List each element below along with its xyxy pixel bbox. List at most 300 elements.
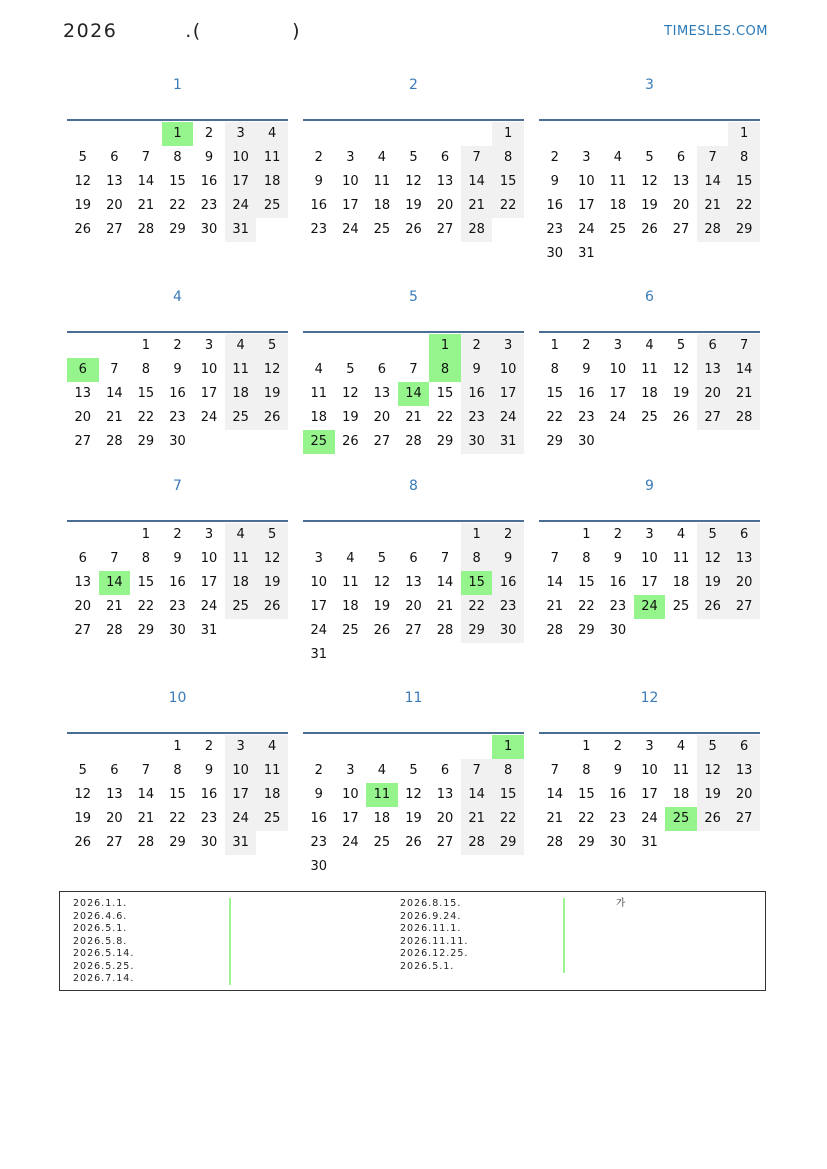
- week-row: [539, 831, 760, 855]
- day-cell: 26: [697, 807, 729, 831]
- legend-column-2: [400, 898, 468, 973]
- day-cell: 22: [728, 194, 760, 218]
- empty-cell: [728, 430, 760, 454]
- day-cell: 11: [342, 575, 359, 590]
- day-cell: 6: [409, 551, 418, 566]
- day-cell: 1: [461, 523, 493, 547]
- day-cell: 16: [609, 575, 627, 590]
- day-cell: 29: [578, 835, 595, 850]
- empty-cell: [602, 430, 634, 454]
- legend-date: 2026.1.1.: [73, 898, 128, 909]
- day-cell: 27: [74, 623, 92, 638]
- legend-date: 2026.5.25.: [73, 960, 135, 972]
- month-6: [539, 286, 760, 454]
- day-cell: 4: [256, 735, 288, 759]
- day-cell: 28: [436, 623, 454, 638]
- month-days: [303, 122, 524, 242]
- day-cell: 30: [200, 835, 218, 850]
- empty-cell: [665, 831, 697, 855]
- day-cell: 31: [225, 218, 257, 242]
- day-cell: 2: [314, 763, 323, 778]
- day-cell: 21: [405, 410, 422, 425]
- week-row: [303, 571, 524, 595]
- day-cell: 11: [672, 763, 690, 778]
- day-cell: 19: [256, 571, 288, 595]
- day-cell: 9: [550, 174, 559, 189]
- week-row: [303, 855, 524, 879]
- day-cell: 21: [436, 599, 454, 614]
- empty-cell: [335, 855, 367, 879]
- day-cell: 20: [373, 410, 391, 425]
- day-cell: 4: [676, 527, 686, 542]
- month-days: [539, 735, 760, 855]
- day-cell: 5: [645, 150, 654, 165]
- month-title: 3: [645, 77, 654, 93]
- week-row: [67, 619, 288, 643]
- empty-cell: [256, 218, 288, 242]
- day-cell: 30: [200, 222, 218, 237]
- legend-date: 2026.11.1.: [400, 923, 462, 934]
- day-cell: 13: [436, 174, 454, 189]
- day-cell: 22: [461, 595, 493, 619]
- day-cell: 4: [346, 551, 355, 566]
- week-row: [539, 122, 760, 146]
- legend-date: 2026.8.15.: [400, 898, 462, 909]
- legend-note: 가: [616, 898, 627, 909]
- day-cell: 24: [342, 835, 359, 850]
- day-cell: 12: [697, 547, 729, 571]
- day-cell: 28: [461, 831, 493, 855]
- day-cell: 23: [461, 406, 493, 430]
- day-cell: 28: [137, 222, 155, 237]
- day-cell: 15: [137, 575, 155, 590]
- week-row: [67, 783, 288, 807]
- week-row: [539, 170, 760, 194]
- week-row: [539, 194, 760, 218]
- day-cell: 11: [672, 551, 690, 566]
- day-cell: 12: [256, 547, 288, 571]
- day-cell: 3: [204, 338, 214, 353]
- day-cell: 11: [256, 146, 288, 170]
- day-cell: 14: [728, 358, 760, 382]
- day-cell: 29: [578, 623, 595, 638]
- week-row: [67, 218, 288, 242]
- month-days: [303, 735, 524, 879]
- day-cell: 7: [110, 362, 119, 377]
- empty-cell: [461, 643, 493, 667]
- day-cell: 3: [645, 527, 654, 542]
- empty-cell: [303, 523, 335, 547]
- week-row: [303, 406, 524, 430]
- day-cell: 26: [641, 222, 658, 237]
- day-cell: 22: [137, 599, 155, 614]
- day-cell: 30: [461, 430, 493, 454]
- day-cell: 27: [672, 222, 690, 237]
- empty-cell: [335, 334, 367, 358]
- empty-cell: [366, 334, 398, 358]
- month-3: [539, 74, 760, 266]
- day-cell: 6: [697, 334, 729, 358]
- empty-cell: [571, 122, 603, 146]
- empty-cell: [398, 735, 430, 759]
- empty-cell: [665, 619, 697, 643]
- day-cell: 11: [225, 547, 257, 571]
- day-cell: 6: [110, 763, 119, 778]
- day-cell: 25: [303, 430, 335, 454]
- day-cell: 29: [137, 434, 155, 449]
- day-cell: 18: [225, 382, 257, 406]
- day-cell: 21: [106, 410, 123, 425]
- day-cell: 10: [225, 759, 257, 783]
- day-cell: 18: [342, 599, 359, 614]
- month-days: [67, 735, 288, 855]
- day-cell: 1: [173, 739, 182, 754]
- month-1: [67, 74, 288, 242]
- day-cell: 7: [141, 150, 151, 165]
- day-cell: 16: [169, 386, 186, 401]
- day-cell: 17: [225, 170, 257, 194]
- legend-column-1: [73, 898, 134, 986]
- day-cell: 6: [440, 150, 450, 165]
- day-cell: 5: [697, 523, 729, 547]
- month-title: 8: [409, 478, 418, 494]
- day-cell: 31: [310, 647, 328, 662]
- day-cell: 19: [405, 198, 422, 213]
- empty-cell: [130, 735, 162, 759]
- day-cell: 29: [546, 434, 564, 449]
- day-cell: 13: [74, 575, 92, 590]
- empty-cell: [256, 619, 288, 643]
- day-cell: 25: [641, 410, 658, 425]
- day-cell: 18: [641, 386, 658, 401]
- day-cell: 30: [609, 623, 627, 638]
- week-row: [67, 122, 288, 146]
- day-cell: 13: [672, 174, 690, 189]
- day-cell: 5: [697, 735, 729, 759]
- empty-cell: [634, 430, 666, 454]
- week-row: [67, 194, 288, 218]
- day-cell: 4: [676, 739, 686, 754]
- day-cell: 30: [578, 434, 595, 449]
- month-rule: [67, 732, 288, 734]
- empty-cell: [67, 523, 99, 547]
- empty-cell: [665, 430, 697, 454]
- day-cell: 29: [461, 619, 493, 643]
- day-cell: 22: [492, 807, 524, 831]
- day-cell: 30: [169, 623, 186, 638]
- day-cell: 3: [645, 739, 654, 754]
- day-cell: 5: [78, 763, 87, 778]
- day-cell: 25: [672, 599, 690, 614]
- empty-cell: [67, 122, 99, 146]
- day-cell: 8: [141, 551, 151, 566]
- week-row: [539, 759, 760, 783]
- empty-cell: [335, 735, 367, 759]
- empty-cell: [335, 122, 367, 146]
- empty-cell: [697, 831, 729, 855]
- day-cell: 13: [106, 787, 123, 802]
- day-cell: 7: [728, 334, 760, 358]
- empty-cell: [398, 523, 430, 547]
- day-cell: 30: [546, 246, 564, 261]
- day-cell: 1: [492, 735, 524, 759]
- day-cell: 23: [546, 222, 564, 237]
- day-cell: 12: [672, 362, 690, 377]
- empty-cell: [429, 735, 461, 759]
- day-cell: 9: [582, 362, 591, 377]
- empty-cell: [728, 242, 760, 266]
- day-cell: 22: [492, 194, 524, 218]
- month-days: [539, 122, 760, 266]
- day-cell: 4: [256, 122, 288, 146]
- day-cell: 9: [314, 787, 323, 802]
- day-cell: 26: [373, 623, 391, 638]
- empty-cell: [492, 643, 524, 667]
- week-row: [539, 406, 760, 430]
- day-cell: 3: [346, 763, 355, 778]
- day-cell: 5: [256, 523, 288, 547]
- day-cell: 9: [173, 362, 182, 377]
- day-cell: 12: [405, 787, 422, 802]
- day-cell: 26: [256, 406, 288, 430]
- month-rule: [539, 732, 760, 734]
- empty-cell: [429, 643, 461, 667]
- month-rule: [539, 520, 760, 522]
- day-cell: 24: [609, 410, 627, 425]
- month-title: 7: [173, 478, 182, 494]
- legend-date: 2026.7.14.: [73, 973, 135, 984]
- day-cell: 28: [106, 623, 123, 638]
- day-cell: 31: [641, 835, 658, 850]
- day-cell: 19: [74, 811, 92, 826]
- week-row: [303, 595, 524, 619]
- day-cell: 16: [200, 787, 218, 802]
- day-cell: 9: [492, 547, 524, 571]
- day-cell: 5: [256, 334, 288, 358]
- empty-cell: [303, 735, 335, 759]
- empty-cell: [303, 334, 335, 358]
- legend-date: 2026.12.25.: [400, 948, 469, 959]
- empty-cell: [193, 430, 225, 454]
- day-cell: 14: [461, 783, 493, 807]
- week-row: [539, 783, 760, 807]
- day-cell: 11: [310, 386, 328, 401]
- month-10: [67, 687, 288, 855]
- day-cell: 17: [342, 811, 359, 826]
- day-cell: 8: [728, 146, 760, 170]
- day-cell: 7: [409, 362, 418, 377]
- day-cell: 9: [613, 551, 623, 566]
- day-cell: 23: [492, 595, 524, 619]
- day-cell: 10: [342, 787, 359, 802]
- day-cell: 29: [436, 434, 454, 449]
- legend-date: 2026.4.6.: [73, 910, 128, 922]
- day-cell: 18: [373, 811, 391, 826]
- week-row: [303, 735, 524, 759]
- empty-cell: [539, 523, 571, 547]
- day-cell: 4: [225, 523, 257, 547]
- day-cell: 14: [697, 170, 729, 194]
- day-cell: 21: [137, 198, 155, 213]
- month-2: [303, 74, 524, 242]
- day-cell: 19: [641, 198, 658, 213]
- day-cell: 16: [609, 787, 627, 802]
- day-cell: 26: [256, 595, 288, 619]
- day-cell: 16: [546, 198, 564, 213]
- day-cell: 19: [405, 811, 422, 826]
- day-cell: 19: [697, 571, 729, 595]
- day-cell: 6: [377, 362, 387, 377]
- day-cell: 22: [578, 599, 595, 614]
- month-title: 5: [409, 289, 418, 305]
- day-cell: 20: [728, 783, 760, 807]
- day-cell: 11: [641, 362, 658, 377]
- week-row: [539, 334, 760, 358]
- day-cell: 1: [141, 527, 151, 542]
- empty-cell: [634, 242, 666, 266]
- week-row: [303, 334, 524, 358]
- day-cell: 26: [405, 835, 422, 850]
- day-cell: 11: [609, 174, 627, 189]
- day-cell: 27: [106, 222, 123, 237]
- day-cell: 14: [436, 575, 454, 590]
- day-cell: 20: [74, 599, 92, 614]
- day-cell: 15: [546, 386, 564, 401]
- day-cell: 14: [546, 575, 564, 590]
- day-cell: 19: [342, 410, 359, 425]
- month-days: [303, 523, 524, 667]
- empty-cell: [697, 430, 729, 454]
- site-link[interactable]: TIMESLES.COM: [664, 24, 768, 39]
- day-cell: 1: [582, 739, 591, 754]
- day-cell: 22: [546, 410, 564, 425]
- week-row: [67, 382, 288, 406]
- day-cell: 27: [697, 406, 729, 430]
- day-cell: 7: [440, 551, 450, 566]
- day-cell: 16: [461, 382, 493, 406]
- day-cell: 28: [546, 623, 564, 638]
- day-cell: 22: [169, 811, 186, 826]
- day-cell: 9: [613, 763, 623, 778]
- empty-cell: [634, 122, 666, 146]
- day-cell: 20: [728, 571, 760, 595]
- day-cell: 20: [106, 811, 123, 826]
- day-cell: 24: [492, 406, 524, 430]
- month-title: 9: [645, 478, 654, 494]
- day-cell: 19: [256, 382, 288, 406]
- month-days: [67, 523, 288, 643]
- week-row: [67, 831, 288, 855]
- day-cell: 17: [225, 783, 257, 807]
- empty-cell: [461, 855, 493, 879]
- month-rule: [67, 331, 288, 333]
- day-cell: 14: [106, 386, 123, 401]
- day-cell: 27: [405, 623, 422, 638]
- day-cell: 13: [728, 759, 760, 783]
- day-cell: 30: [492, 619, 524, 643]
- empty-cell: [366, 735, 398, 759]
- month-title: 12: [640, 690, 659, 706]
- month-rule: [303, 732, 524, 734]
- week-row: [539, 242, 760, 266]
- day-cell: 31: [492, 430, 524, 454]
- day-cell: 21: [546, 811, 564, 826]
- day-cell: 10: [492, 358, 524, 382]
- day-cell: 26: [74, 222, 92, 237]
- day-cell: 19: [74, 198, 92, 213]
- day-cell: 14: [137, 787, 155, 802]
- day-cell: 31: [200, 623, 218, 638]
- empty-cell: [303, 122, 335, 146]
- day-cell: 16: [310, 811, 328, 826]
- day-cell: 22: [137, 410, 155, 425]
- month-title: 1: [173, 77, 182, 93]
- day-cell: 30: [609, 835, 627, 850]
- day-cell: 17: [310, 599, 328, 614]
- month-rule: [303, 331, 524, 333]
- week-row: [303, 358, 524, 382]
- empty-cell: [335, 523, 367, 547]
- day-cell: 24: [578, 222, 595, 237]
- day-cell: 15: [137, 386, 155, 401]
- day-cell: 10: [225, 146, 257, 170]
- week-row: [539, 547, 760, 571]
- day-cell: 6: [440, 763, 450, 778]
- day-cell: 6: [728, 735, 760, 759]
- day-cell: 25: [225, 595, 257, 619]
- day-cell: 20: [672, 198, 690, 213]
- day-cell: 15: [728, 170, 760, 194]
- day-cell: 26: [74, 835, 92, 850]
- week-row: [67, 759, 288, 783]
- month-rule: [539, 331, 760, 333]
- day-cell: 15: [436, 386, 454, 401]
- day-cell: 4: [225, 334, 257, 358]
- empty-cell: [665, 122, 697, 146]
- day-cell: 29: [169, 835, 186, 850]
- day-cell: 17: [641, 787, 658, 802]
- day-cell: 1: [492, 122, 524, 146]
- day-cell: 20: [106, 198, 123, 213]
- day-cell: 8: [429, 358, 461, 382]
- empty-cell: [461, 735, 493, 759]
- day-cell: 28: [728, 406, 760, 430]
- day-cell: 15: [578, 787, 595, 802]
- day-cell: 10: [641, 763, 658, 778]
- day-cell: 17: [609, 386, 627, 401]
- empty-cell: [130, 122, 162, 146]
- month-days: [67, 122, 288, 242]
- week-row: [303, 831, 524, 855]
- day-cell: 27: [728, 807, 760, 831]
- day-cell: 27: [106, 835, 123, 850]
- day-cell: 10: [200, 362, 218, 377]
- empty-cell: [697, 122, 729, 146]
- day-cell: 2: [550, 150, 559, 165]
- week-row: [303, 807, 524, 831]
- day-cell: 16: [200, 174, 218, 189]
- week-row: [303, 218, 524, 242]
- day-cell: 18: [609, 198, 627, 213]
- day-cell: 13: [106, 174, 123, 189]
- empty-cell: [225, 619, 257, 643]
- empty-cell: [366, 643, 398, 667]
- day-cell: 24: [634, 595, 666, 619]
- month-rule: [67, 119, 288, 121]
- day-cell: 2: [582, 338, 591, 353]
- day-cell: 13: [373, 386, 391, 401]
- month-days: [539, 523, 760, 643]
